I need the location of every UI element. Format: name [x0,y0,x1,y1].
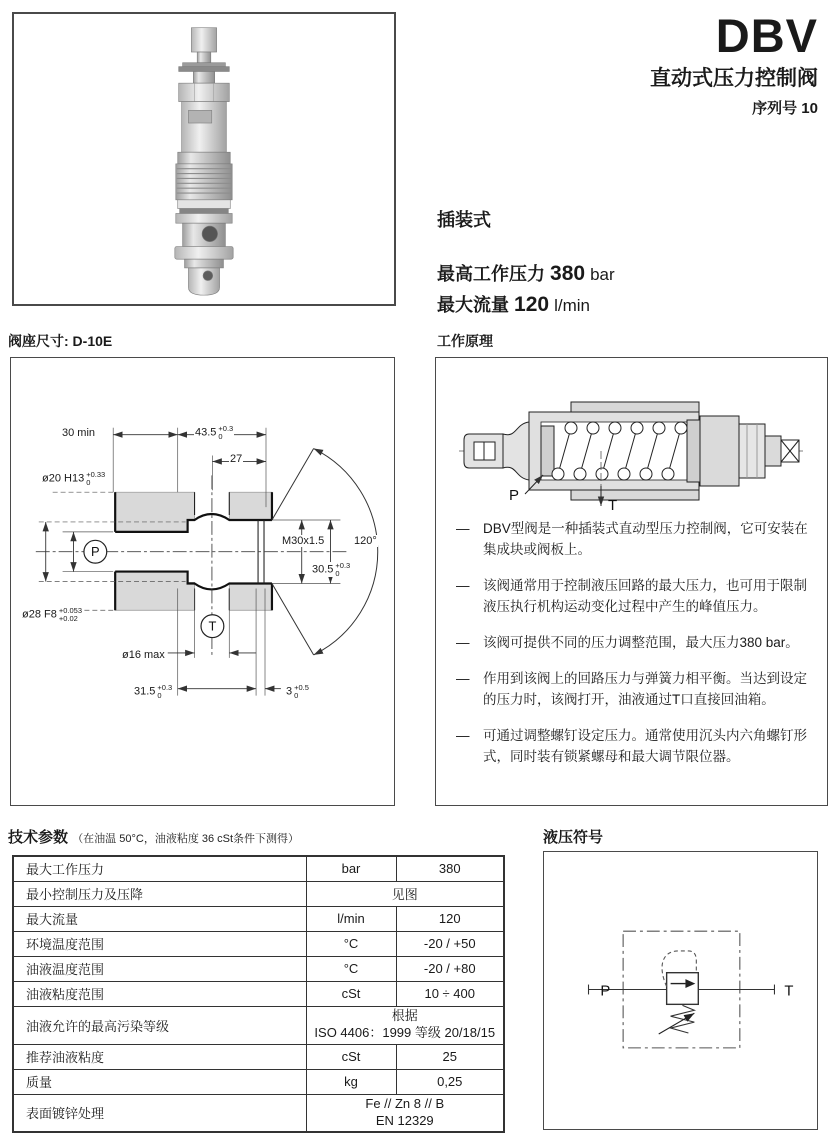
unit-cell: bar [306,856,396,881]
table-row [13,1094,504,1132]
param-cell: 质量 [13,1069,306,1094]
hydraulic-symbol-diagram [544,852,816,1128]
unit-cell: cSt [306,981,396,1006]
principle-bullet: — 该阀可提供不同的压力调整范围，最大压力380 bar。 [456,632,813,653]
specs-heading-text: 技术参数 [8,829,69,846]
param-cell: 油液温度范围 [13,956,306,981]
principle-box [435,357,828,806]
param-cell: 油液粘度范围 [13,981,306,1006]
param-cell: 最小控制压力及压降 [13,881,306,906]
section-heading-specs [8,826,299,847]
value-cell: 380 [396,856,504,881]
value-line: Fe // Zn 8 // B [365,1095,445,1111]
value-cell [306,1006,504,1044]
value-cell: -20 / +50 [396,931,504,956]
param-cell: 推荐油液粘度 [13,1044,306,1069]
dim-label-3: 3 +0.5 0 [286,683,309,700]
product-title: DBV [715,9,818,62]
dim-label-16max: ø16 max [122,649,165,661]
value-cell: 0,25 [396,1069,504,1094]
dim-label-30-5: 30.5 +0.3 0 [312,561,351,578]
lock-nut [179,83,230,101]
principle-port-p: P [509,487,520,504]
port-p-label: P [91,544,100,560]
valve-body-section [115,492,272,610]
title-block [418,9,818,118]
table-row [13,1069,504,1094]
port-t-label: T [208,618,217,634]
cross-hole [202,226,218,242]
table-row [13,1044,504,1069]
hex-nut [739,424,765,478]
hydraulic-symbol-box [543,851,818,1130]
specs-note: （在油温 50°C，油液粘度 36 cSt条件下测得） [72,833,300,845]
dim-label-27: 27 [230,453,243,465]
symbol-port-p: P [600,983,611,1000]
specs-table [12,855,505,1133]
value-line: EN 12329 [375,1112,434,1128]
max-pressure-label: 最高工作压力 [437,264,545,284]
value-line: ISO 4406：1999 等级 20/18/15 [314,1025,496,1040]
principle-bullet: — DBV型阀是一种插装式直动型压力控制阀，它可安装在集成块或阀板上。 [456,518,813,560]
param-cell: 油液允许的最高污染等级 [13,1006,306,1044]
max-flow-line [437,290,615,321]
dim-label-30min: 30 min [62,427,96,439]
table-row [13,881,504,906]
value-cell: 25 [396,1044,504,1069]
bullet-dash: — [456,578,470,593]
symbol-port-t: T [784,983,794,1000]
table-row [13,931,504,956]
valve-nose [188,268,219,295]
principle-bullet: — 该阀通常用于控制液压回路的最大压力，也可用于限制液压执行机构运动变化过程中产生的峰值压力。 [456,575,813,617]
value-cell: 10 ÷ 400 [396,981,504,1006]
dim-label-20h13: ø20 H13 +0.33 0 [42,470,106,487]
value-cell: 见图 [306,881,504,906]
series-number: 序列号 10 [752,100,818,117]
principle-diagram [451,386,811,521]
adjust-screw-head [191,28,216,52]
param-cell: 最大流量 [13,906,306,931]
dim-label-28f8: ø28 F8 +0.053 +0.02 [22,606,83,623]
principle-bullets [436,518,827,782]
dim-label-m30: M30x1.5 [282,535,325,547]
bullet-dash: — [456,521,470,536]
value-line: 根据 [391,1008,418,1024]
valve-photo-illustration [104,18,304,300]
value-cell [306,1094,504,1132]
param-cell: 环境温度范围 [13,931,306,956]
value-cell: -20 / +80 [396,956,504,981]
unit-cell: l/min [306,906,396,931]
spring-symbol [671,1005,695,1033]
unit-cell: cSt [306,1044,396,1069]
table-row [13,906,504,931]
dim-label-31-5: 31.5 +0.3 0 [134,683,173,700]
bullet-dash: — [456,635,470,650]
bullet-dash: — [456,671,470,686]
cavity-drawing-box [10,357,395,806]
relief-valve-square [667,973,699,1005]
dim-label-120deg: 120° [354,535,377,547]
max-pressure-value: 380 [550,262,586,285]
intro-block [437,206,615,321]
max-pressure-line [437,259,615,290]
principle-bullet: — 作用到该阀上的回路压力与弹簧力相平衡。当达到设定的压力时，该阀打开，油液通过T口直接回油箱。 [456,668,813,710]
param-cell: 最大工作压力 [13,856,306,881]
section-heading-principle: 工作原理 [437,333,493,349]
param-cell: 表面镀锌处理 [13,1094,306,1132]
max-pressure-unit: bar [590,265,615,284]
table-row [13,1006,504,1044]
product-subtitle: 直动式压力控制阀 [650,67,818,90]
dim-label-43-5: 43.5 +0.3 0 [195,424,234,441]
product-photo-box [12,12,396,306]
table-row [13,856,504,881]
mount-type-label: 插装式 [437,210,491,230]
value-cell: 120 [396,906,504,931]
table-row [13,956,504,981]
unit-cell: kg [306,1069,396,1094]
max-flow-unit: l/min [554,296,590,315]
unit-cell: °C [306,931,396,956]
principle-bullet: — 可通过调整螺钉设定压力。通常使用沉头内六角螺钉形式，同时装有锁紧螺母和最大调节限位器。 [456,725,813,767]
principle-port-t: T [608,497,618,514]
section-heading-symbol: 液压符号 [543,829,604,846]
section-heading-cavity: 阀座尺寸: D-10E [8,333,113,349]
table-row [13,981,504,1006]
bullet-dash: — [456,728,470,743]
max-flow-label: 最大流量 [437,295,509,315]
max-flow-value: 120 [514,293,550,316]
unit-cell: °C [306,956,396,981]
